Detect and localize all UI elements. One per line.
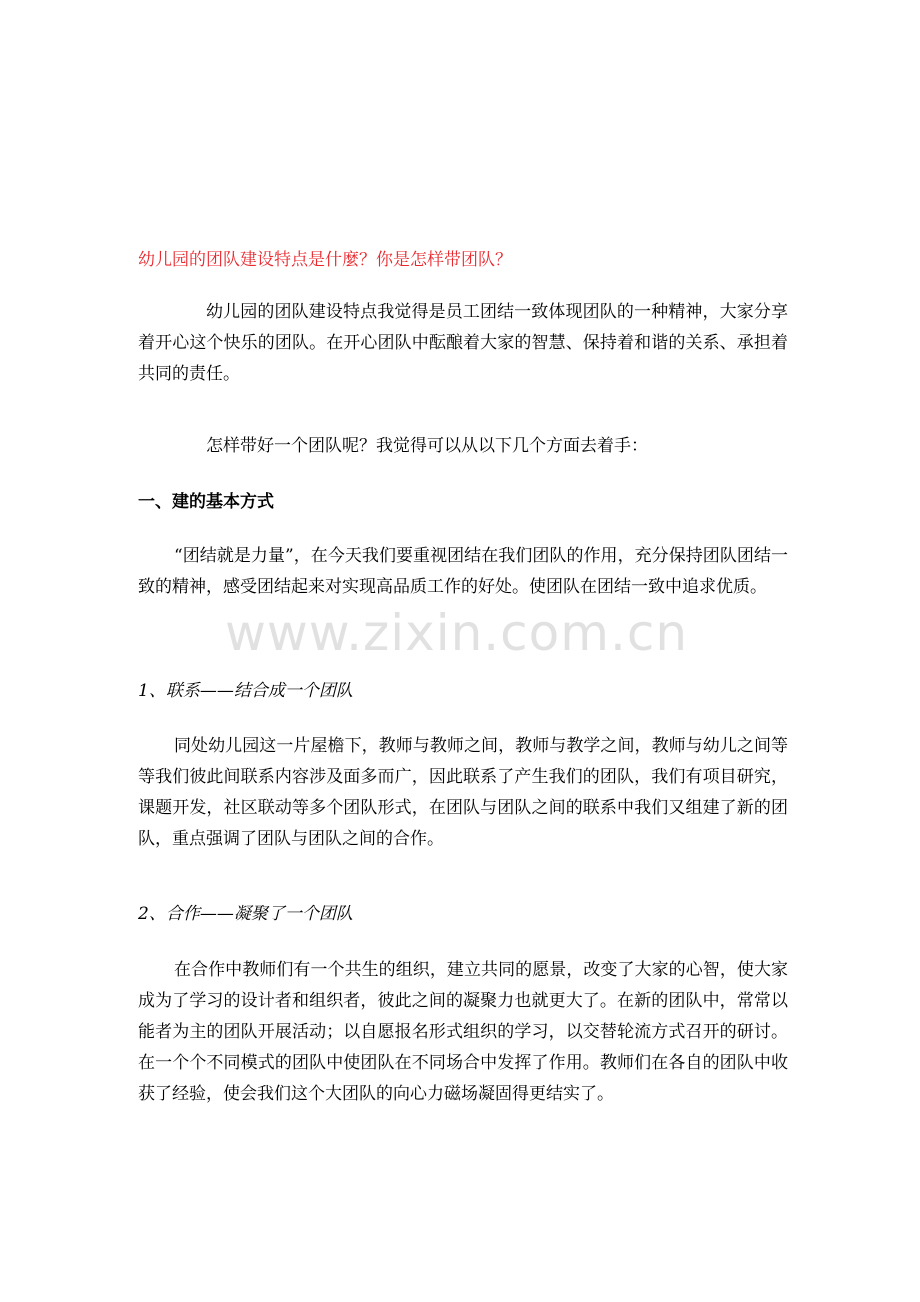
section1-paragraph: “团结就是力量”，在今天我们要重视团结在我们团队的作用，充分保持团队团结一致的精神，感受团结起来对实现高品质工作的好处。使团队在团结一致中追求优质。 — [138, 546, 788, 597]
sub2-heading: 2、合作——凝聚了一个团队 — [138, 904, 353, 924]
document-page — [138, 0, 788, 1302]
sub1-paragraph: 同处幼儿园这一片屋檐下，教师与教师之间，教师与教学之间，教师与幼儿之间等等我们彼此间联系内容涉及面多而广，因此联系了产生我们的团队，我们有项目研究，课题开发，社区联动等多个团队形式，在团队与团队之间的联系中我们又组建了新的团队，重点强调了团队与团队之间的合作。 — [138, 736, 788, 849]
sub2-paragraph: 在合作中教师们有一个共生的组织，建立共同的愿景，改变了大家的心智，使大家成为了学习的设计者和组织者，彼此之间的凝聚力也就更大了。在新的团队中，常常以能者为主的团队开展活动；以自愿报名形式组织的学习，以交替轮流方式召开的研讨。在一个个不同模式的团队中使团队在不同场合中发挥了作用。教师们在各自的团队中收获了经验，使会我们这个大团队的向心力磁场凝固得更结实了。 — [138, 960, 788, 1104]
section1-heading: 一、建的基本方式 — [138, 492, 274, 512]
watermark: www.zixin.com.cn — [225, 604, 689, 662]
intro-paragraph: 幼儿园的团队建设特点我觉得是员工团结一致体现团队的一种精神，大家分享着开心这个快乐的团队。在开心团队中酝酿着大家的智慧、保持着和谐的关系、承担着共同的责任。 — [138, 302, 788, 384]
document-title: 幼儿园的团队建设特点是什麼？你是怎样带团队？ — [138, 250, 512, 270]
question-paragraph: 怎样带好一个团队呢？我觉得可以从以下几个方面去着手： — [206, 436, 648, 456]
sub1-heading: 1、联系——结合成一个团队 — [138, 681, 353, 701]
